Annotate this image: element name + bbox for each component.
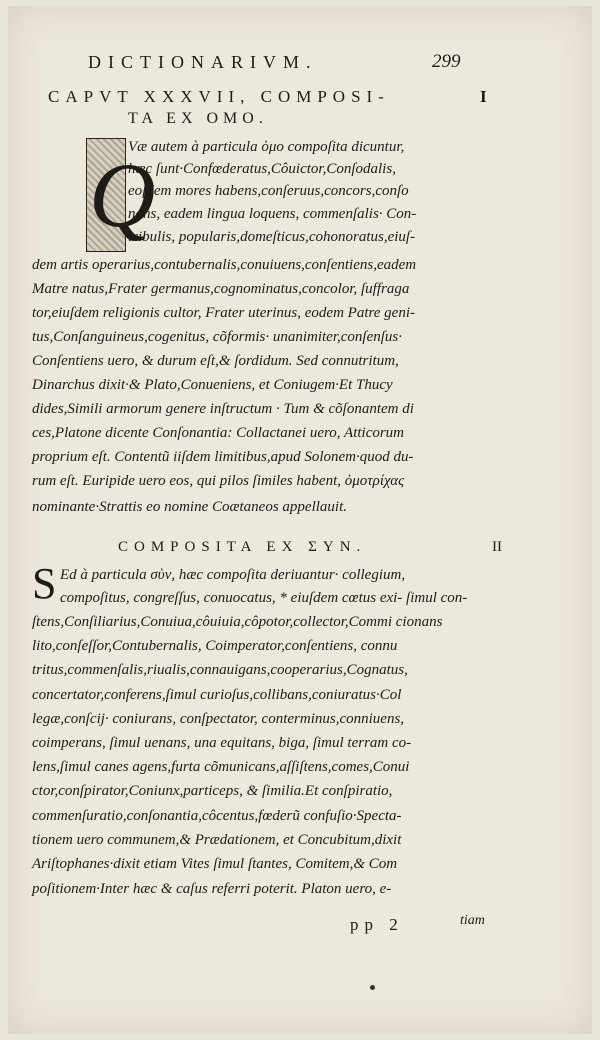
text-line: ctor,conſpirator,Coniunx,particeps, & ſimilia.Et conſpiratio,	[32, 783, 393, 799]
text-line: ces,Platone dicente Conſonantia: Collactanei uero, Atticorum	[32, 425, 405, 441]
text-line: Dinarchus dixit·& Plato,Conueniens, et Coniugem·Et Thucy	[32, 377, 393, 393]
running-title: DICTIONARIVM.	[88, 52, 318, 72]
section-number: II	[492, 539, 502, 555]
text-line: dem artis operarius,contubernalis,conuiuens,conſentiens,eadem	[32, 257, 417, 273]
text-line: proprium eſt. Contentũ iiſdem limitibus,apud Solonem·quod du-	[32, 449, 414, 465]
text-line: poſitionem·Inter hæc & caſus referri poterit. Platon uero, e-	[32, 881, 392, 897]
page-number: 299	[432, 51, 461, 72]
text-line: dides,Simili armorum genere inſtructum · Tum & cõſonantem di	[32, 401, 414, 417]
text-line: nominante·Strattis eo nomine Coætaneos appellauit.	[32, 499, 347, 515]
text-line: Væ autem à particula ὁμο compoſita dicuntur,	[128, 139, 405, 155]
text-line: tribulis, popularis,domeſticus,cohonoratus,eiuſ-	[128, 229, 416, 245]
ink-spot	[370, 985, 375, 990]
ornamental-initial	[86, 138, 156, 252]
text-line: legæ,conſcij· coniurans, conſpectator, conterminus,conniuens,	[32, 711, 405, 727]
text-line: Ed à particula σὺν, hæc compoſita deriuantur· collegium,	[60, 567, 406, 583]
initial-letter: S	[32, 559, 57, 608]
text-line: tor,eiuſdem religionis cultor, Frater uterinus, eodem Patre geni-	[32, 305, 416, 321]
text-line: rum eſt. Euripide uero eos, qui pilos ſimiles habent, ὁμοτρίχας	[32, 473, 405, 489]
section-heading: COMPOSITA EX ΣYN.	[118, 539, 367, 555]
text-line: tritus,commenſalis,riualis,connauigans,cooperarius,Cognatus,	[32, 662, 408, 678]
text-line: concertator,conferens,ſimul curioſus,collibans,coniuratus·Col	[32, 687, 402, 703]
chapter-heading-line-2: TA EX OMO.	[128, 110, 268, 127]
chapter-heading	[48, 86, 508, 130]
text-line: lito,conſeſſor,Contubernalis, Coimperator,conſentiens, connu	[32, 638, 398, 654]
text-line: Conſentiens uero, & durum eſt,& ſordidum. Sed connutritum,	[32, 353, 399, 369]
text-line: tus,Conſanguineus,cogenitus, cõformis· unanimiter,conſenſus·	[32, 329, 402, 345]
text-line: compoſitus, congreſſus, conuocatus, * eiuſdem cœtus exi- ſimul con-	[60, 590, 468, 606]
text-line: Matre natus,Frater germanus,cognominatus,concolor, ſuffraga	[32, 281, 410, 297]
text-line: commenſuratio,conſonantia,côcentus,fœderũ confuſio·Specta-	[32, 808, 402, 824]
catchword: tiam	[460, 913, 485, 928]
text-line: eoſdem mores habens,conſeruus,concors,conſo	[128, 183, 409, 199]
chapter-heading-line-1: CAPVT XXXVII, COMPOSI-	[48, 87, 390, 106]
text-line: tionem uero communem,& Prædationem, et Concubitum,dixit	[32, 832, 402, 848]
text-line: coimperans, ſimul uenans, una equitans, biga, ſimul terram co-	[32, 735, 412, 751]
text-line: nans, eadem lingua loquens, commenſalis· Con-	[128, 206, 417, 222]
text-line: Ariſtophanes·dixit etiam Vites ſimul ſtantes, Comitem,& Com	[32, 856, 398, 872]
text-line: hæc ſunt·Confœderatus,Côuictor,Conſodalis,	[128, 161, 396, 177]
text-line: lens,ſimul canes agens,furta cõmunicans,aſſiſtens,comes,Conui	[32, 759, 410, 775]
ornamental-initial-letter: Q	[89, 144, 156, 246]
signature-mark: pp 2	[350, 915, 404, 934]
running-head	[0, 52, 600, 78]
text-line: ſtens,Conſiliarius,Conuiua,côuiuia,côpotor,collector,Commi cionans	[32, 614, 443, 630]
chapter-mark: I	[480, 87, 487, 106]
